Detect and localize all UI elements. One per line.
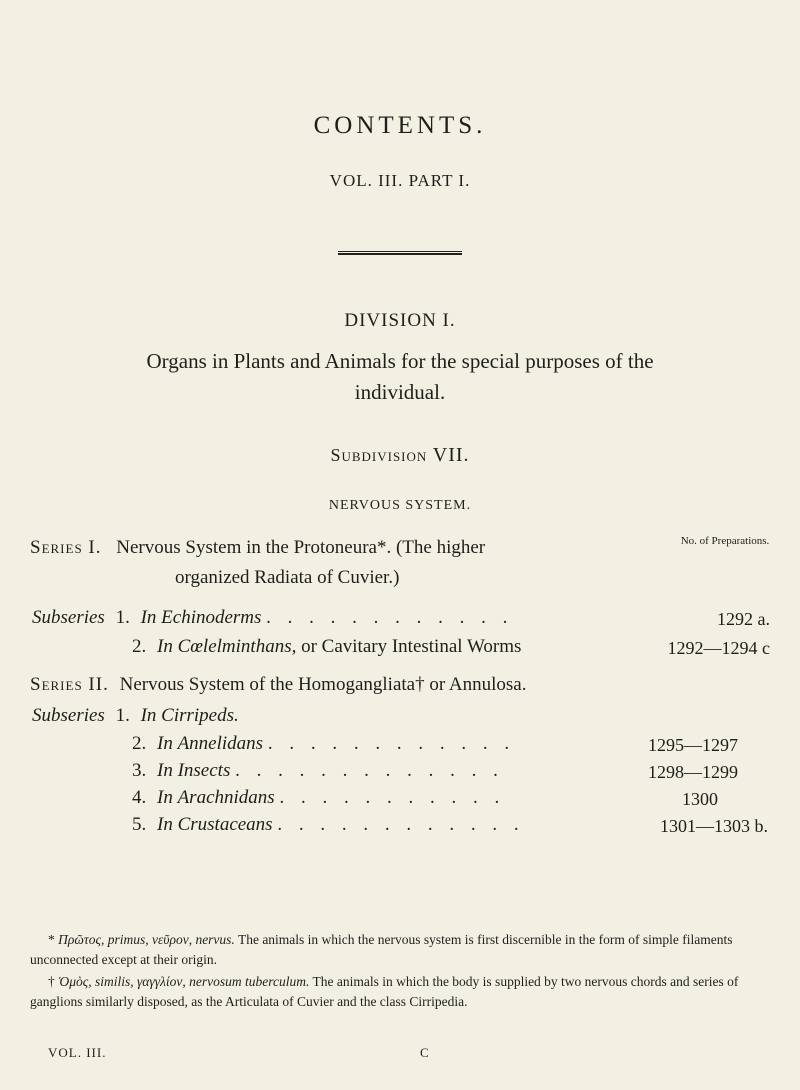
- subdivision-label: [0, 444, 800, 467]
- ornamental-rule: [338, 251, 462, 255]
- series-2-ref-4: 1300: [682, 789, 718, 809]
- series-2-title: Nervous System of the Homogangliata† or Annulosa.: [119, 674, 527, 695]
- series-2-ref-3: 1298—1299: [648, 762, 738, 782]
- series-2-ref-5: 1301—1303 b.: [660, 816, 768, 836]
- series-1-title: Nervous System in the Protoneura*. (The higher: [116, 537, 486, 558]
- series-1-subseries-2: 2. In Cœlelminthans, or Cavitary Intestinal Worms: [132, 636, 522, 657]
- subdivision-word: Subdivision: [330, 445, 428, 465]
- series-2-subseries-1: Subseries 1. In Cirripeds.: [32, 705, 239, 726]
- series-1-heading: [30, 537, 485, 559]
- subseries-label: Subseries: [32, 705, 105, 726]
- series-1-ref-2: 1292—1294 c: [667, 638, 770, 658]
- footnote-1: * Πρῶτος, primus, νεῦρον, nervus. The animals in which the nervous system is first discernible in the form of simple filaments unconnected except at their origin.: [30, 932, 733, 967]
- volume-line: VOL. III. PART I.: [329, 171, 471, 190]
- footnote-2: † Ὁμὸς, similis, γαγγλίον, nervosum tuberculum. The animals in which the body is supplied by two nervous chords and series of ganglions similarly disposed, as the Articulata of Cuvier and the class Cirripedia.: [30, 974, 739, 1009]
- series-1-ref-1: 1292 a.: [717, 609, 770, 629]
- footer-volume: VOL. III.: [48, 1045, 107, 1060]
- series-2-subseries-2: 2. In Annelidans . . . . . . . . . . . .: [132, 733, 516, 754]
- subdivision-number: VII.: [432, 444, 470, 466]
- division-label: DIVISION I.: [344, 310, 456, 331]
- subdivision-title: NERVOUS SYSTEM.: [328, 498, 472, 513]
- series-2-subseries-4: 4. In Arachnidans . . . . . . . . . . .: [132, 787, 506, 808]
- series-2-label: Series II.: [30, 674, 109, 695]
- series-1-label: Series I.: [30, 537, 102, 558]
- series-2-ref-2: 1295—1297: [648, 735, 738, 755]
- page-title: CONTENTS.: [313, 112, 487, 139]
- series-2-heading: [30, 674, 526, 696]
- subseries-label: Subseries: [32, 607, 105, 628]
- division-heading: Organs in Plants and Animals for the special purposes of the individual.: [146, 349, 654, 404]
- footer-signature: C: [420, 1045, 429, 1060]
- series-2-subseries-5: 5. In Crustaceans . . . . . . . . . . . .: [132, 814, 525, 835]
- series-1-title-continued: organized Radiata of Cuvier.): [175, 567, 400, 588]
- series-2-subseries-3: 3. In Insects . . . . . . . . . . . . .: [132, 760, 504, 781]
- preparations-column-header: No. of Preparations.: [680, 535, 770, 547]
- series-1-subseries-1: Subseries 1. In Echinoderms . . . . . . . . . . . .: [32, 607, 514, 628]
